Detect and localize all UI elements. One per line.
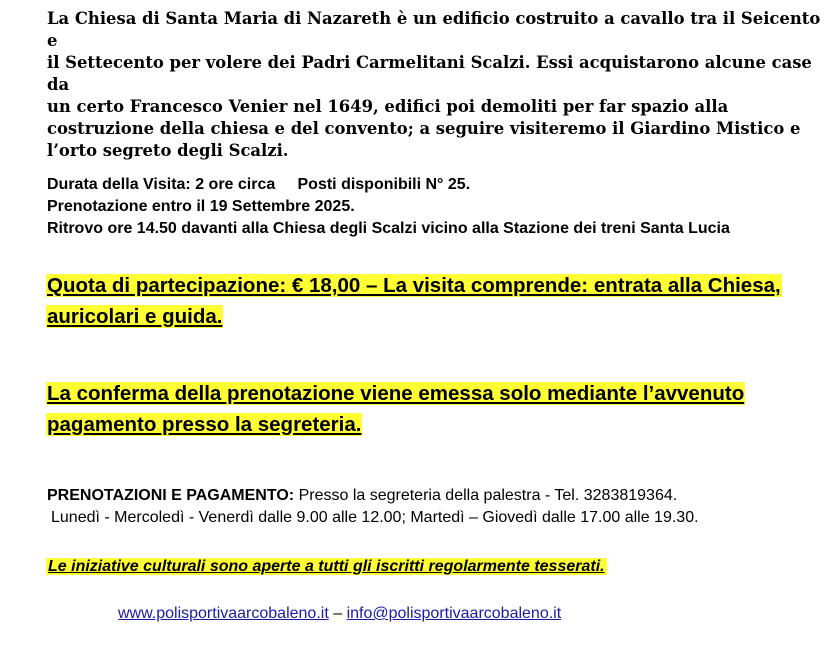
visit-details (47, 174, 832, 240)
confirmation-line: La conferma della prenotazione viene emessa solo mediante l’avvenuto (47, 382, 745, 405)
payment-line (47, 485, 832, 507)
confirmation-block (46, 378, 831, 440)
confirmation-line: pagamento presso la segreteria. (47, 413, 362, 436)
intro-line: il Settecento per volere dei Padri Carmelitani Scalzi. Essi acquistarono alcune case da (47, 53, 812, 94)
link-separator: – (328, 605, 347, 622)
duration-text: Durata della Visita: 2 ore circa (47, 176, 276, 193)
contact-links (118, 603, 818, 625)
intro-line: un certo Francesco Venier nel 1649, edifici poi demoliti per far spazio alla (47, 97, 729, 116)
payment-block (47, 485, 832, 529)
booking-deadline: Prenotazione entro il 19 Settembre 2025. (47, 198, 355, 215)
fee-line: Quota di partecipazione: € 18,00 – La visita comprende: entrata alla Chiesa, (47, 274, 781, 297)
payment-label: PRENOTAZIONI E PAGAMENTO: (47, 487, 295, 504)
membership-notice: Le iniziative culturali sono aperte a tutti gli iscritti regolarmente tesserati. (48, 558, 605, 575)
intro-paragraph (47, 8, 832, 162)
intro-line: La Chiesa di Santa Maria di Nazareth è un edificio costruito a cavallo tra il Seicento e (47, 9, 821, 50)
notice-block (46, 556, 831, 578)
places-text: Posti disponibili N° 25. (297, 176, 471, 193)
payment-text: Presso la segreteria della palestra - Tel. 3283819364. (294, 487, 678, 504)
intro-line: costruzione della chiesa e del convento; a seguire visiteremo il Giardino Mistico e (47, 119, 801, 138)
meeting-point: Ritrovo ore 14.50 davanti alla Chiesa degli Scalzi vicino alla Stazione dei treni Santa Lucia (47, 220, 730, 237)
fee-line: auricolari e guida. (47, 305, 223, 328)
fee-block (46, 270, 831, 332)
website-link[interactable]: www.polisportivaarcobaleno.it (118, 605, 329, 622)
office-hours: Lunedì - Mercoledì - Venerdì dalle 9.00 alle 12.00; Martedì – Giovedì dalle 17.00 alle 19.30. (51, 509, 699, 526)
intro-line: l’orto segreto degli Scalzi. (47, 141, 289, 160)
duration-line (47, 174, 832, 196)
email-link[interactable]: info@polisportivaarcobaleno.it (346, 605, 562, 622)
